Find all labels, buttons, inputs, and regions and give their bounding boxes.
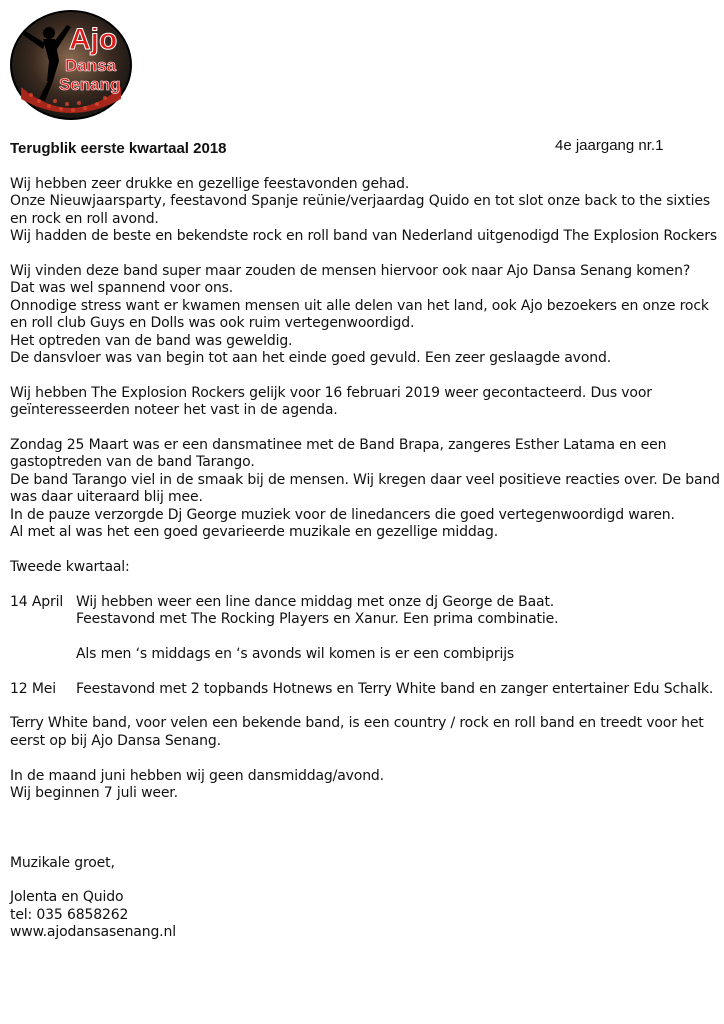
logo-text-dansa: Dansa — [65, 56, 117, 75]
agenda-description — [76, 594, 720, 629]
paragraph-line: Wij beginnen 7 juli weer. — [10, 785, 178, 802]
newsletter-body — [10, 176, 720, 942]
paragraph-line: In de maand juni hebben wij geen dansmiddag/avond. — [10, 767, 384, 784]
combiprijs-note: Als men ‘s middags en ‘s avonds wil komen is er een combiprijs — [76, 645, 515, 662]
edition-label: 4e jaargang nr.1 — [555, 137, 664, 154]
logo-text-senang: Senang — [59, 75, 121, 94]
paragraph-line: Al met al was het een goed gevarieerde muzikale en gezellige middag. — [10, 524, 499, 541]
agenda-description: Feestavond met 2 topbands Hotnews en Terry White band en zanger entertainer Edu Schalk. — [76, 680, 714, 697]
signature-block — [10, 855, 720, 942]
closing-greeting: Muzikale groet, — [10, 854, 115, 871]
page-title: Terugblik eerste kwartaal 2018 — [10, 140, 227, 157]
intro-paragraph — [10, 176, 720, 246]
agenda-item-mei — [10, 681, 720, 698]
june-paragraph — [10, 768, 720, 803]
agenda-date: 12 Mei — [10, 680, 56, 697]
paragraph-line: De dansvloer was van begin tot aan het einde goed gevuld. Een zeer geslaagde avond. — [10, 350, 611, 367]
agenda-date: 14 April — [10, 593, 64, 610]
terry-white-paragraph: Terry White band, voor velen een bekende band, is een country / rock en roll band en treedt voor het eerst op bij Ajo Dansa Senang. — [10, 715, 704, 749]
intro-line: Onze Nieuwjaarsparty, feestavond Spanje reünie/verjaardag Quido en tot slot onze back to the sixties en rock en roll avond. — [10, 193, 710, 227]
intro-line: Wij hadden de beste en bekendste rock en roll band van Nederland uitgenodigd The Explosion Rockers — [10, 228, 717, 245]
explosion-rockers-paragraph — [10, 263, 720, 367]
paragraph-line: Wij vinden deze band super maar zouden de mensen hiervoor ook naar Ajo Dansa Senang komen? — [10, 263, 691, 280]
paragraph-line: Het optreden van de band was geweldig. — [10, 332, 293, 349]
paragraph-line: De band Tarango viel in de smaak bij de mensen. Wij kregen daar veel positieve reacties over. De band was daar uiteraard blij mee. — [10, 471, 720, 506]
website-link[interactable]: www.ajodansasenang.nl — [10, 924, 176, 941]
agenda-item-april — [10, 594, 720, 629]
telephone: tel: 035 6858262 — [10, 906, 129, 923]
spacer — [10, 820, 720, 837]
matinee-paragraph — [10, 437, 720, 541]
paragraph-line: Onnodige stress want er kwamen mensen uit alle delen van het land, ook Ajo bezoekers en onze rock en roll club Guys en Dolls was ook ruim vertegenwoordigd. — [10, 297, 709, 332]
rebooking-paragraph: Wij hebben The Explosion Rockers gelijk voor 16 februari 2019 weer gecontacteerd. Dus voor geïnteresseerden noteer het vast in de agenda. — [10, 384, 652, 419]
agenda-line: Feestavond met The Rocking Players en Xanur. Een prima combinatie. — [76, 611, 559, 628]
paragraph-line: In de pauze verzorgde Dj George muziek voor de linedancers die goed vertegenwoordigd waren. — [10, 506, 675, 523]
signature-names: Jolenta en Quido — [10, 889, 124, 906]
paragraph-line: Zondag 25 Maart was er een dansmatinee met de Band Brapa, zangeres Esther Latama en een gastoptreden van de band Tarango. — [10, 437, 667, 471]
intro-line: Wij hebben zeer drukke en gezellige feestavonden gehad. — [10, 176, 410, 192]
ajo-dansa-senang-logo — [9, 9, 133, 121]
paragraph-line: Dat was wel spannend voor ons. — [10, 280, 234, 297]
logo-text-ajo: Ajo — [69, 23, 118, 56]
agenda-line: Wij hebben weer een line dance middag met onze dj George de Baat. — [76, 593, 555, 610]
section-heading: Tweede kwartaal: — [10, 558, 130, 575]
